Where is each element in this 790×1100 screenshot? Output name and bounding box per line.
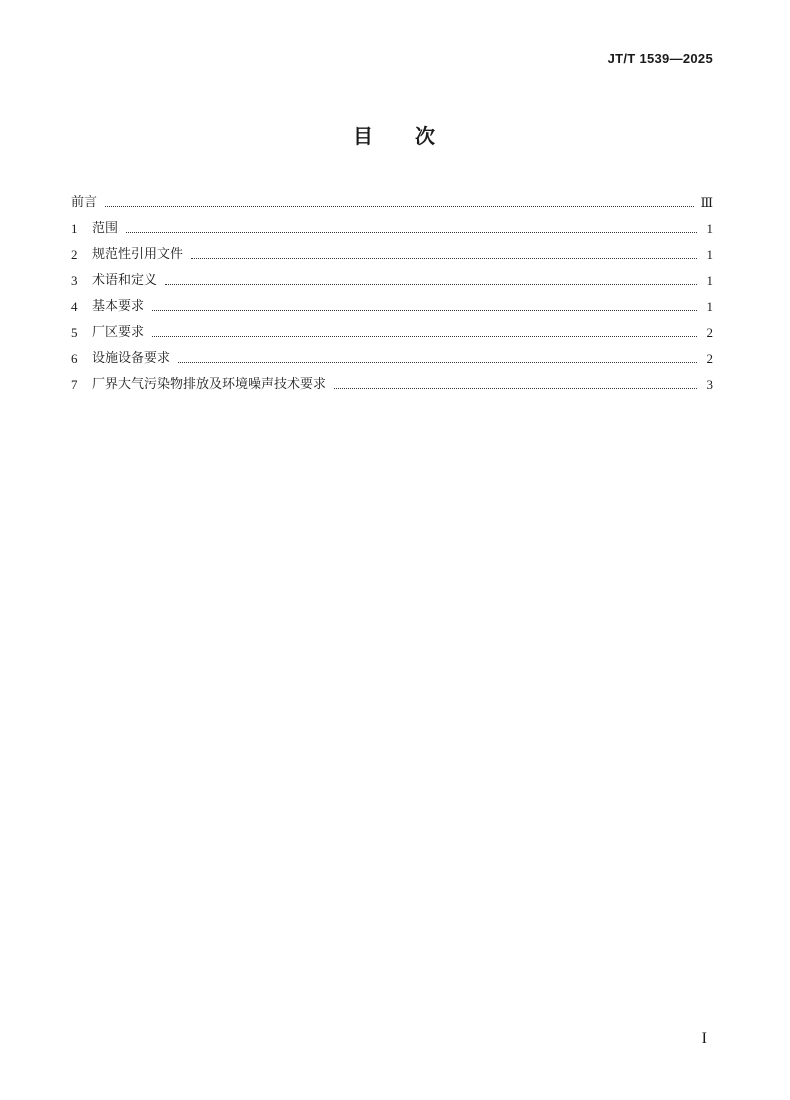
toc-entry-page: 1 (706, 273, 713, 288)
table-of-contents (71, 186, 713, 394)
toc-leader-dots (334, 388, 697, 389)
toc-entry-page: Ⅲ (700, 195, 713, 210)
toc-entry-5[interactable] (71, 316, 713, 342)
toc-entry-number: 4 (71, 299, 78, 314)
toc-leader-dots (191, 258, 697, 259)
page-title (0, 120, 790, 149)
toc-entry-label: 设施设备要求 (92, 351, 171, 366)
toc-entry-4[interactable] (71, 290, 713, 316)
toc-entry-number: 3 (71, 273, 78, 288)
toc-entry-number: 6 (71, 351, 78, 366)
toc-leader-dots (178, 362, 697, 363)
title-char-1: 目 (353, 124, 375, 148)
toc-entry-page: 1 (706, 299, 713, 314)
toc-entry-number: 5 (71, 325, 78, 340)
toc-entry-number: 1 (71, 221, 78, 236)
document-code: JT/T 1539—2025 (607, 51, 713, 66)
toc-entry-label: 前言 (71, 195, 98, 210)
toc-entry-3[interactable] (71, 264, 713, 290)
toc-entry-label: 基本要求 (92, 299, 145, 314)
toc-entry-6[interactable] (71, 342, 713, 368)
toc-entry-preface[interactable] (71, 186, 713, 212)
toc-entry-number: 2 (71, 247, 78, 262)
toc-entry-page: 2 (706, 325, 713, 340)
toc-entry-number: 7 (71, 377, 78, 392)
title-char-2: 次 (415, 124, 437, 148)
toc-entry-page: 3 (706, 377, 713, 392)
toc-leader-dots (152, 336, 697, 337)
toc-entry-2[interactable] (71, 238, 713, 264)
toc-entry-1[interactable] (71, 212, 713, 238)
toc-entry-page: 1 (706, 221, 713, 236)
toc-entry-label: 规范性引用文件 (92, 247, 184, 262)
toc-entry-label: 术语和定义 (92, 273, 158, 288)
toc-entry-page: 2 (706, 351, 713, 366)
toc-entry-label: 范围 (92, 221, 119, 236)
toc-entry-label: 厂界大气污染物排放及环境噪声技术要求 (92, 377, 327, 392)
toc-entry-7[interactable] (71, 368, 713, 394)
toc-entry-label: 厂区要求 (92, 325, 145, 340)
page-number: I (701, 1030, 707, 1047)
toc-leader-dots (165, 284, 697, 285)
toc-leader-dots (126, 232, 697, 233)
toc-entry-page: 1 (706, 247, 713, 262)
toc-leader-dots (105, 206, 694, 207)
toc-leader-dots (152, 310, 697, 311)
